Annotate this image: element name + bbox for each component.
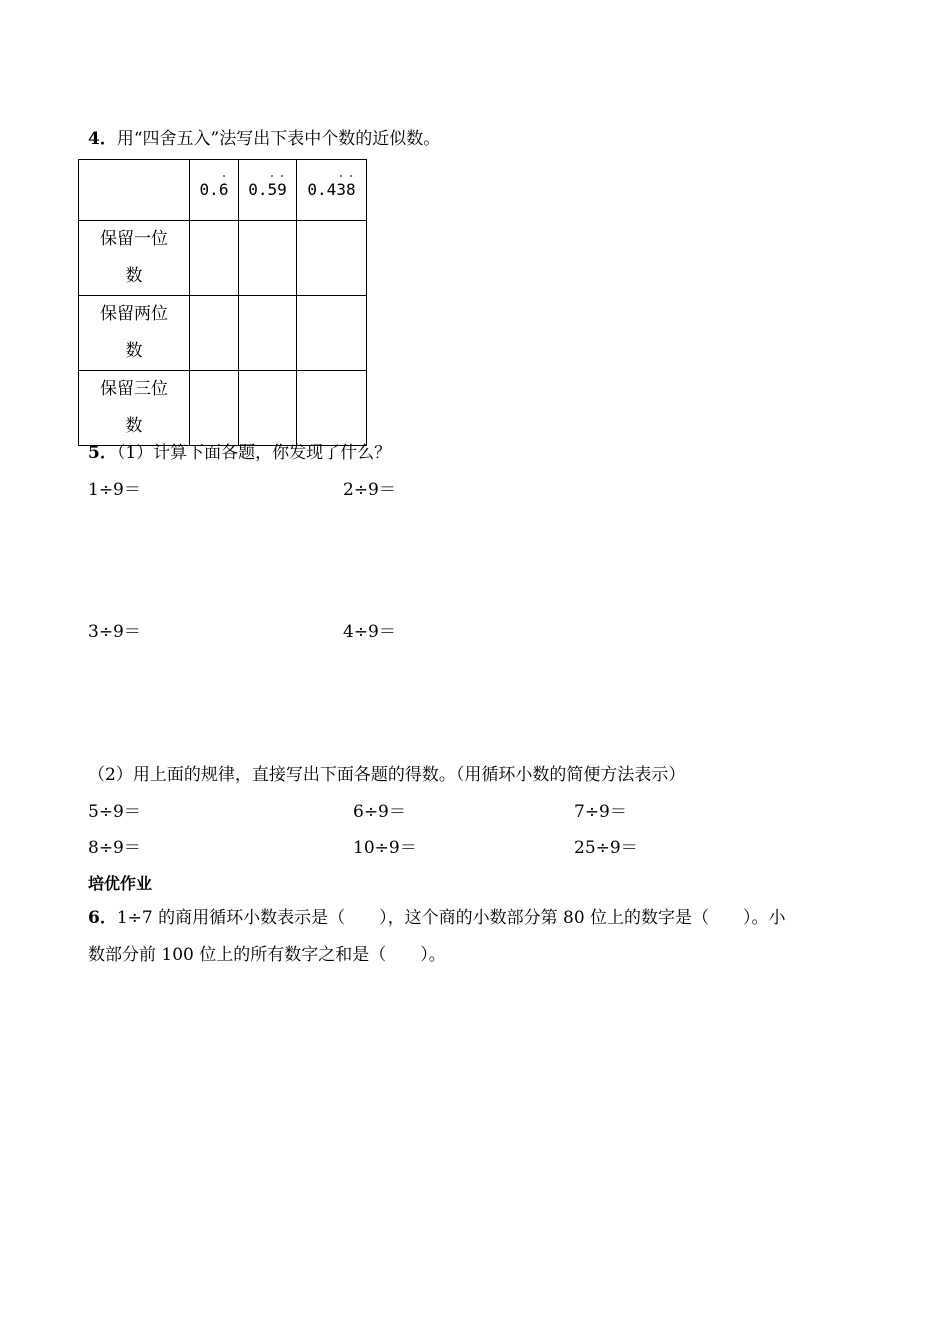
row-label: [79, 371, 190, 446]
answer-cell[interactable]: [190, 296, 239, 371]
row-label-line1: 保留一位: [100, 229, 168, 249]
equation-10-div-9: 10÷9＝: [353, 838, 417, 858]
question-5: [88, 441, 391, 465]
repeating-decimal-0-59: 0.59: [248, 180, 287, 199]
section-heading: 培优作业: [88, 874, 153, 893]
question-part-1: （1）计算下面各题，你发现了什么？: [116, 443, 392, 463]
question-text: 用“四舍五入”法写出下表中个数的近似数。: [116, 129, 441, 149]
question-6-line-1: [88, 906, 786, 930]
equation-2-div-9: 2÷9＝: [343, 480, 396, 500]
column-header: [297, 160, 367, 221]
answer-cell[interactable]: [297, 296, 367, 371]
column-header: 0.6: [190, 160, 239, 221]
question-number: 4．: [88, 129, 117, 149]
question-number: 5．: [88, 443, 117, 463]
table-row: [79, 371, 367, 446]
equation-7-div-9: 7÷9＝: [574, 802, 627, 822]
answer-cell[interactable]: [190, 371, 239, 446]
table-row: [79, 221, 367, 296]
equation-6-div-9: 6÷9＝: [353, 802, 406, 822]
question-number: 6．: [88, 908, 117, 928]
row-label-line1: 保留两位: [100, 304, 168, 324]
table-header-row: [79, 160, 367, 221]
question-6-line-2: 数部分前 100 位上的所有数字之和是（ ）。: [88, 945, 446, 965]
column-header: [239, 160, 297, 221]
question-text: 1÷7 的商用循环小数表示是（ ），这个商的小数部分第 80 位上的数字是（ ）。小: [116, 908, 786, 928]
table-corner-cell: [79, 160, 190, 221]
answer-cell[interactable]: [190, 221, 239, 296]
equation-5-div-9: 5÷9＝: [88, 802, 141, 822]
question-part-2: （2）用上面的规律，直接写出下面各题的得数。（用循环小数的简便方法表示）: [88, 765, 686, 785]
answer-cell[interactable]: [297, 221, 367, 296]
answer-cell[interactable]: [239, 371, 297, 446]
answer-cell[interactable]: [239, 221, 297, 296]
equation-8-div-9: 8÷9＝: [88, 838, 141, 858]
approximation-table: [78, 159, 367, 446]
row-label-line2: 数: [125, 266, 143, 286]
equation-3-div-9: 3÷9＝: [88, 622, 141, 642]
row-label-line2: 数: [125, 341, 143, 361]
question-4: [88, 127, 440, 151]
repeating-decimal-0-6: 6: [218, 180, 229, 199]
equation-4-div-9: 4÷9＝: [343, 622, 396, 642]
row-label-line2: 数: [125, 416, 143, 436]
equation-25-div-9: 25÷9＝: [574, 838, 638, 858]
row-label-line1: 保留三位: [100, 379, 168, 399]
row-label: [79, 296, 190, 371]
answer-cell[interactable]: [239, 296, 297, 371]
table-row: [79, 296, 367, 371]
row-label: [79, 221, 190, 296]
equation-1-div-9: 1÷9＝: [88, 480, 141, 500]
repeating-decimal-0-438: 0.438: [307, 180, 356, 199]
answer-cell[interactable]: [297, 371, 367, 446]
